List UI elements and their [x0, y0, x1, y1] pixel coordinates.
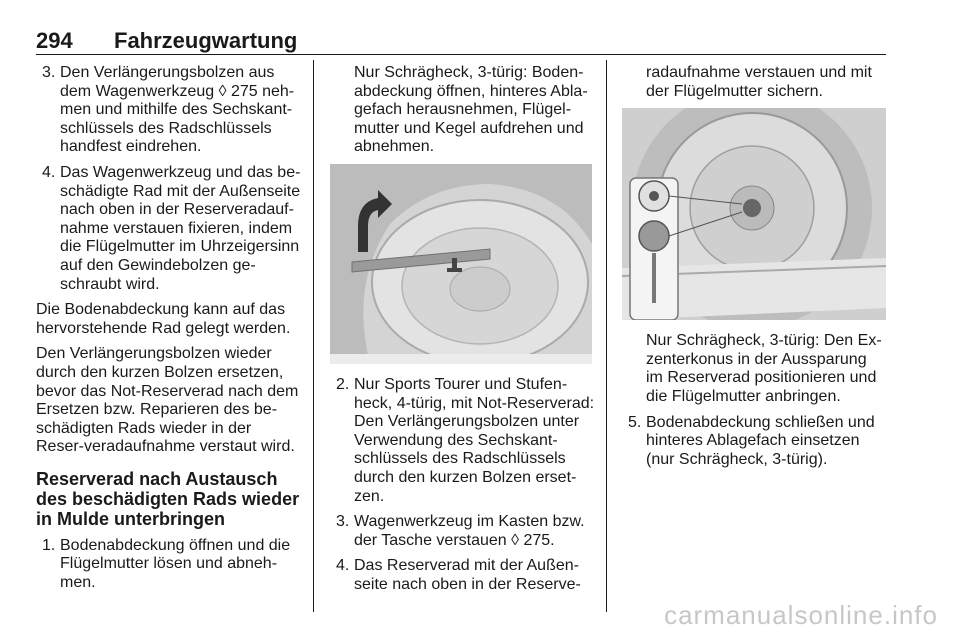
section-heading: Reserverad nach Austausch des beschädigten Rads wieder in Mulde unterbringen — [36, 468, 300, 529]
column-3 — [622, 64, 887, 476]
spare-wheel-cover-illustration — [330, 164, 592, 364]
step-1 — [36, 537, 301, 593]
page-number: 294 — [36, 28, 73, 53]
column-2 — [330, 64, 595, 602]
step-number: 4. — [336, 557, 350, 575]
page-header — [36, 24, 886, 54]
figure-spare-wheel-cover — [330, 164, 595, 364]
step-number: 5. — [628, 413, 642, 431]
figure-eccentric-cone — [622, 108, 887, 320]
step-4 — [330, 557, 595, 594]
step-2 — [330, 376, 595, 506]
step-number: 3. — [42, 64, 56, 81]
paragraph: Nur Schrägheck, 3-türig: Boden-abdeckung öffnen, hinteres Abla-gefach herausnehmen, Flügel-mutter und Kegel aufdrehen und abnehmen. — [354, 64, 588, 156]
header-rule — [36, 54, 886, 55]
column-1 — [36, 64, 301, 600]
column-divider-2 — [606, 60, 607, 612]
figure-caption: Nur Schrägheck, 3-türig: Den Ex-zenterkonus in der Aussparung im Reserverad positionieren und die Flügelmutter anbringen. — [646, 332, 882, 405]
step-number: 2. — [336, 375, 350, 393]
paragraph: Die Bodenabdeckung kann auf das hervorstehende Rad gelegt werden. — [36, 301, 291, 337]
step-text: Wagenwerkzeug im Kasten bzw. der Tasche verstauen ◊ 275. — [354, 513, 585, 549]
paragraph: radaufnahme verstauen und mit der Flügelmutter sichern. — [646, 64, 872, 100]
step-text: Den Verlängerungsbolzen aus dem Wagenwerkzeug ◊ 275 neh-men und mithilfe des Sechskant-schlüssels des Radschlüssels handfest eindrehen. — [60, 64, 295, 156]
column-divider-1 — [313, 60, 314, 612]
step-5 — [622, 414, 887, 470]
step-4 — [36, 164, 301, 294]
step-text: Bodenabdeckung öffnen und die Flügelmutter lösen und abneh-men. — [60, 536, 291, 592]
step-3 — [330, 513, 595, 550]
eccentric-cone-illustration — [622, 108, 886, 320]
step-number: 3. — [336, 513, 350, 531]
chapter-title: Fahrzeugwartung — [114, 28, 298, 53]
watermark: carmanualsonline.info — [664, 600, 938, 630]
step-3 — [36, 64, 301, 157]
step-text: Bodenabdeckung schließen und hinteres Ablagefach einsetzen (nur Schrägheck, 3-türig). — [646, 413, 875, 468]
step-number: 4. — [42, 163, 56, 181]
step-text: Das Reserverad mit der Außen-seite nach oben in der Reserve- — [354, 557, 581, 593]
step-number: 1. — [42, 536, 56, 554]
paragraph: Den Verlängerungsbolzen wieder durch den kurzen Bolzen ersetzen, bevor das Not-Reserverad nach dem Ersetzen bzw. Reparieren des be-schädigten Rads wieder in der Reser-veradaufnahme verstaut wird. — [36, 345, 299, 456]
step-text: Das Wagenwerkzeug und das be-schädigte Rad mit der Außenseite nach oben in der Reserveradauf-nahme verstauen fixieren, indem die Flügelmutter im Uhrzeigersinn auf den Gewindebolzen ge-schraubt wird. — [60, 163, 301, 293]
step-text: Nur Sports Tourer und Stufen-heck, 4-türig, mit Not-Reserverad: Den Verlängerungsbolzen unter Verwendung des Sechskant-schlüssels des Radschlüssels durch den kurzen Bolzen erset-zen. — [354, 375, 595, 505]
